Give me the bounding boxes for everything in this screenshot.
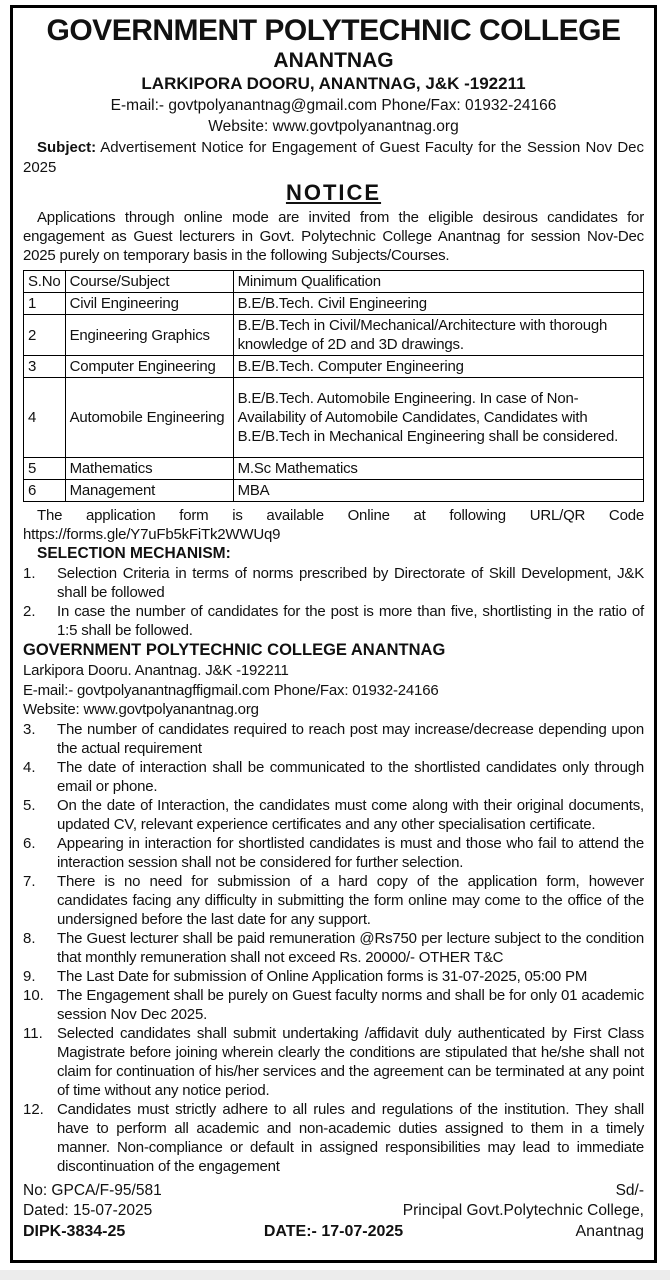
condition-item: [23, 758, 644, 796]
table-header-row: [24, 271, 644, 293]
college-address: LARKIPORA DOORU, ANANTNAG, J&K -192211: [141, 74, 526, 93]
condition-number: 4.: [23, 758, 36, 776]
cell-sno: 5: [24, 458, 66, 480]
reference-number: No: GPCA/F-95/581: [23, 1181, 162, 1199]
condition-text: The Last Date for submission of Online Application forms is 31-07-2025, 05:00 PM: [57, 967, 588, 985]
cell-sno: 4: [24, 378, 66, 458]
cell-qualification: M.Sc Mathematics: [233, 458, 643, 480]
condition-item: [23, 796, 644, 834]
cell-sno: 3: [24, 356, 66, 378]
courses-table: [23, 270, 644, 502]
cell-course: Automobile Engineering: [65, 378, 233, 458]
condition-item: [23, 834, 644, 872]
condition-number: 5.: [23, 796, 36, 814]
condition-number: 3.: [23, 720, 36, 738]
notice-heading: NOTICE: [285, 180, 382, 205]
condition-item: [23, 967, 644, 986]
col-header-course: Course/Subject: [65, 271, 233, 293]
condition-item: [23, 564, 644, 602]
college-title: GOVERNMENT POLYTECHNIC COLLEGE: [46, 14, 621, 47]
cell-course: Engineering Graphics: [65, 315, 233, 356]
table-row: [24, 293, 644, 315]
table-row: [24, 315, 644, 356]
table-row: [24, 458, 644, 480]
condition-item: [23, 872, 644, 929]
condition-number: 12.: [23, 1100, 44, 1118]
college-subtitle: ANANTNAG: [273, 49, 394, 72]
col-header-qualification: Minimum Qualification: [233, 271, 643, 293]
cell-qualification: B.E/B.Tech. Civil Engineering: [233, 293, 643, 315]
table-row: [24, 480, 644, 502]
page-bottom-strip: [0, 1270, 670, 1280]
college-block-heading: GOVERNMENT POLYTECHNIC COLLEGE ANANTNAG: [23, 641, 446, 659]
signatory-place: Anantnag: [575, 1222, 645, 1240]
publication-date: DATE:- 17-07-2025: [263, 1222, 404, 1240]
condition-number: 10.: [23, 986, 44, 1004]
condition-number: 6.: [23, 834, 36, 852]
condition-text: On the date of Interaction, the candidates must come along with their original documents, updated CV, relevant experience certificates and any other specialisation certificate.: [57, 796, 644, 833]
cell-sno: 6: [24, 480, 66, 502]
condition-text: The number of candidates required to reach post may increase/decrease depending upon the actual requirement: [57, 720, 644, 757]
condition-text: Selected candidates shall submit undertaking /affidavit duly authenticated by First Class Magistrate before joining wherein clearly the conditions are stipulated that he/she shall not claim for continuation of his/her services and the agreement can be terminated at any point of time without any notice period.: [57, 1024, 644, 1099]
condition-text: Selection Criteria in terms of norms prescribed by Directorate of Skill Development, J&K shall be followed: [57, 565, 644, 601]
form-url-paragraph: The application form is available Online at following URL/QR Code https://forms.gle/Y7uFb5kFiTk2WWUq9: [23, 507, 644, 543]
selection-mechanism-heading: SELECTION MECHANISM:: [37, 545, 231, 562]
condition-text: The date of interaction shall be communicated to the shortlisted candidates only through email or phone.: [57, 758, 644, 795]
college-block-contact: E-mail:- govtpolyanantnagffigmail.com Phone/Fax: 01932-24166: [23, 681, 439, 699]
cell-course: Computer Engineering: [65, 356, 233, 378]
cell-qualification: B.E/B.Tech. Computer Engineering: [233, 356, 643, 378]
condition-item: [23, 720, 644, 758]
table-row: [24, 378, 644, 458]
cell-qualification: B.E/B.Tech in Civil/Mechanical/Architecture with thorough knowledge of 2D and 3D drawings.: [233, 315, 643, 356]
condition-text: The Guest lecturer shall be paid remuneration @Rs750 per lecture subject to the condition that monthly remuneration shall not exceed Rs. 20000/- OTHER T&C: [57, 929, 644, 966]
college-contact: E-mail:- govtpolyanantnag@gmail.com Phone/Fax: 01932-24166: [110, 97, 557, 114]
signature-mark: Sd/-: [615, 1181, 644, 1199]
cell-course: Management: [65, 480, 233, 502]
condition-number: 9.: [23, 967, 36, 985]
footer-row-3: [23, 1221, 644, 1242]
condition-item: [23, 1100, 644, 1176]
condition-number: 8.: [23, 929, 36, 947]
cell-course: Mathematics: [65, 458, 233, 480]
col-header-sno: S.No: [24, 271, 66, 293]
subject-label: Subject:: [37, 139, 97, 156]
condition-item: [23, 1024, 644, 1100]
cell-qualification: MBA: [233, 480, 643, 502]
condition-text: Appearing in interaction for shortlisted candidates is must and those who fail to attend the interaction session shall not be considered for further selection.: [57, 834, 644, 871]
cell-qualification: B.E/B.Tech. Automobile Engineering. In case of Non-Availability of Automobile Candidates, Candidates with B.E/B.Tech in Mechanical Engineering shall be considered.: [233, 378, 643, 458]
college-block-address: Larkipora Dooru. Anantnag. J&K -192211: [23, 662, 289, 679]
cell-sno: 2: [24, 315, 66, 356]
condition-text: There is no need for submission of a hard copy of the application form, however candidates facing any difficulty in submitting the form online may come to the office of the undersigned before the last date for any support.: [57, 872, 644, 928]
footer-signature-block: [23, 1181, 644, 1242]
college-block-website: Website: www.govtpolyanantnag.org: [23, 701, 259, 718]
condition-item: [23, 602, 644, 640]
subject-text: Advertisement Notice for Engagement of Guest Faculty for the Session Nov Dec 2025: [23, 139, 644, 176]
dipk-number: DIPK-3834-25: [23, 1222, 126, 1240]
condition-number: 11.: [23, 1024, 43, 1042]
condition-text: In case the number of candidates for the post is more than five, shortlisting in the ratio of 1:5 shall be followed.: [57, 603, 644, 639]
footer-row-1: [23, 1181, 644, 1201]
condition-text: Candidates must strictly adhere to all rules and regulations of the institution. They shall have to perform all academic and non-academic duties assigned to them in a timely manner. Non-compliance or default in assigned responsibilities may lead to immediate discontinuation of the engagement: [57, 1100, 644, 1175]
dated-line: Dated: 15-07-2025: [23, 1201, 153, 1219]
condition-number: 1.: [23, 565, 36, 582]
condition-text: The Engagement shall be purely on Guest faculty norms and shall be for only 01 academic session Nov Dec 2025.: [57, 986, 644, 1023]
cell-sno: 1: [24, 293, 66, 315]
condition-number: 2.: [23, 603, 36, 620]
cell-course: Civil Engineering: [65, 293, 233, 315]
notice-border-box: [10, 5, 657, 1263]
college-website: Website: www.govtpolyanantnag.org: [208, 118, 459, 135]
condition-item: [23, 929, 644, 967]
signatory-title: Principal Govt.Polytechnic College,: [402, 1201, 644, 1219]
condition-number: 7.: [23, 872, 36, 890]
table-row: [24, 356, 644, 378]
footer-row-2: [23, 1201, 644, 1221]
subject-line: [23, 138, 644, 178]
condition-item: [23, 986, 644, 1024]
intro-paragraph: Applications through online mode are invited from the eligible desirous candidates for engagement as Guest lecturers in Govt. Polytechnic College Anantnag for session Nov-Dec 2025 purely on temporary basis in the following Subjects/Courses.: [23, 209, 644, 264]
